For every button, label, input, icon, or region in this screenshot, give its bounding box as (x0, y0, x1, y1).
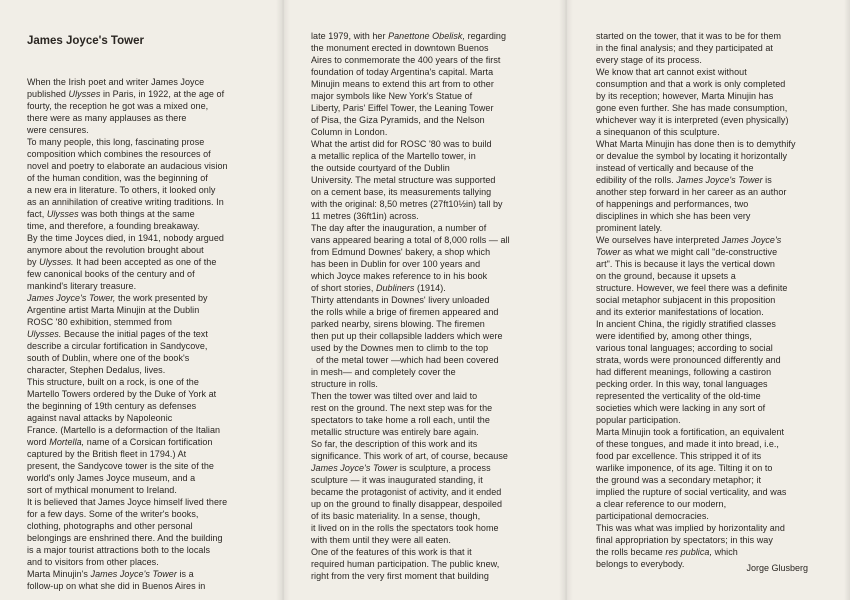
text-line: it lived on in the rolls the spectators took home (311, 523, 499, 533)
text-line: became the protagonist of activity, and it ended (311, 487, 502, 497)
text-line: France. (Martello is a deformaction of the Italian (27, 425, 221, 435)
italic-title: Ulysses. (39, 257, 74, 267)
text-line: Tower as what we might call "de-constructive (596, 247, 778, 257)
italic-title: res publica, (665, 547, 713, 557)
text-line: of the metal tower —which had been covered (316, 355, 499, 365)
text-line: In ancient China, the rigidly stratified classes (596, 319, 776, 329)
text-line: in the final analysis; and they participated at (596, 43, 773, 53)
text-line: describe a circular fortification in Sandycove, (27, 341, 208, 351)
text-line: Column in London. (311, 127, 388, 137)
text-line: captured by the British fleet in 1794.) At (27, 449, 187, 459)
text-line: started on the tower, that it was to be for them (596, 31, 781, 41)
italic-title: Ulysses (46, 209, 79, 219)
column-lines (596, 30, 850, 570)
text-line: edibility of the rolls. James Joyce's Tower is (596, 175, 772, 185)
text-line: pecking order. In this way, tonal languages (596, 379, 768, 389)
text-line: Then the tower was tilted over and laid to (311, 391, 478, 401)
text-line: which Joyce makes reference to in his book (311, 271, 488, 281)
text-line: right from the very first moment that building (311, 571, 489, 581)
text-column-2 (283, 0, 566, 600)
text-line: of the human condition, was the beginning of (27, 173, 208, 183)
italic-title: James Joyce's Tower (311, 463, 398, 473)
text-line: art". This is because it lays the vertical down (596, 259, 775, 269)
text-line: there were as many applauses as there (27, 113, 187, 123)
text-line: food par excellence. This stripped it of its (596, 451, 762, 461)
text-line: belongs to everybody. (596, 559, 685, 569)
text-line: rest on the ground. The next step was for the (311, 403, 493, 413)
text-line: By the time Joyces died, in 1941, nobody argued (27, 233, 224, 243)
text-line: Marta Minujin took a fortification, an equivalent (596, 427, 785, 437)
text-line: by Ulysses. It had been accepted as one of the (27, 257, 217, 267)
text-line: required human participation. The public knew, (311, 559, 500, 569)
text-line: warlike imponence, of its age. Tilting it on to (596, 463, 773, 473)
text-line: vans appeared bearing a total of 8,000 rolls — all (311, 235, 510, 245)
text-line: against naval attacks by Napoleonic (27, 413, 173, 423)
text-line: Aires to conmemorate the 400 years of the first (311, 55, 501, 65)
italic-title: James Joyce's Tower, (27, 293, 116, 303)
text-line: represented the verticality of the old-time (596, 391, 761, 401)
text-line: or devalue the symbol by locating it horizontally (596, 151, 788, 161)
text-line: societies which were lacking in any sort of (596, 403, 766, 413)
text-line: significance. This work of art, of course, because (311, 451, 508, 461)
text-line: word Mortella, name of a Corsican fortification (27, 437, 213, 447)
text-line: used by the Downes men to climb to the top (311, 343, 489, 353)
text-line: fact, Ulysses was both things at the same (27, 209, 195, 219)
text-line: of happenings and performances, two (596, 199, 749, 209)
text-line: clothing, photographs and other personal (27, 521, 193, 531)
column-lines (27, 76, 283, 592)
italic-title: Dubliners (375, 283, 415, 293)
text-line: participational democracies. (596, 511, 709, 521)
text-line: and to visitors from other places. (27, 557, 159, 567)
text-line: instead of vertically and because of the (596, 163, 754, 173)
text-line: parked nearby, sirens blowing. The firemen (311, 319, 485, 329)
text-line: has been in Dublin for over 100 years and (311, 259, 481, 269)
text-line: on a cement base, its measurements tallying (311, 187, 492, 197)
text-line: foundation of today Argentina's capital. Marta (311, 67, 494, 77)
text-line: We know that art cannot exist without (596, 67, 747, 77)
text-line: What Marta Minujin has done then is to demythify (596, 139, 796, 149)
text-line: with them until they were all eaten. (311, 535, 451, 545)
text-line: a new era in literature. To others, it looked only (27, 185, 216, 195)
text-line: gone even further. She has made consumption, (596, 103, 788, 113)
text-line: few canonical books of the century and of (27, 269, 195, 279)
text-line: social metaphor subjacent in this proposition (596, 295, 776, 305)
text-line: then put up their collapsible ladders which were (311, 331, 503, 341)
italic-title: Ulysses (68, 89, 101, 99)
text-line: Thirty attendants in Downes' livery unloaded (311, 295, 490, 305)
text-line: To many people, this long, fascinating prose (27, 137, 205, 147)
text-line: novel and poetry to elaborate an audacious vision (27, 161, 228, 171)
text-line: Martello Towers ordered by the Duke of York at (27, 389, 217, 399)
text-line: as an annihilation of creative writing traditions. In (27, 197, 224, 207)
text-line: various tonal languages; according to social (596, 343, 773, 353)
text-line: One of the features of this work is that it (311, 547, 472, 557)
text-line: a metallic replica of the Martello tower, in (311, 151, 476, 161)
text-line: for a few days. Some of the writer's books, (27, 509, 199, 519)
text-line: Argentine artist Marta Minujin at the Dublin (27, 305, 200, 315)
text-line: the outside courtyard of the Dublin (311, 163, 450, 173)
text-line: sculpture — it was inaugurated standing, it (311, 475, 483, 485)
italic-title: Panettone Obelisk, (388, 31, 466, 41)
text-line: the rolls became res publica, which (596, 547, 738, 557)
text-line: We ourselves have interpreted James Joyce's (596, 235, 782, 245)
text-line: character, Stephen Dedalus, lives. (27, 365, 166, 375)
column-lines (311, 30, 566, 582)
text-line: Marta Minujin's James Joyce's Tower is a (27, 569, 194, 579)
text-line: a sinequanon of this sculpture. (596, 127, 720, 137)
text-line: popular participation. (596, 415, 681, 425)
italic-title: Ulysses. (27, 329, 62, 339)
text-line: prominent lately. (596, 223, 663, 233)
text-line: structure in rolls. (311, 379, 378, 389)
italic-title: Tower (596, 247, 621, 257)
text-line: The day after the inauguration, a number of (311, 223, 487, 233)
text-line: ROSC '80 exhibition, stemmed from (27, 317, 172, 327)
text-line: anymore about the revolution brought about (27, 245, 204, 255)
text-line: So far, the description of this work and its (311, 439, 478, 449)
text-line: Liberty, Paris' Eiffel Tower, the Leaning Tower (311, 103, 494, 113)
text-column-3 (566, 0, 850, 600)
italic-title: James Joyce's Tower (676, 175, 763, 185)
text-line: structure. However, we feel there was a definite (596, 283, 788, 293)
text-line: late 1979, with her Panettone Obelisk, regarding (311, 31, 507, 41)
text-line: metallic structure was entirely bare again. (311, 427, 479, 437)
text-line: by its reception; however, Marta Minujin has (596, 91, 774, 101)
text-line: of Pisa, the Giza Pyramids, and the Nelson (311, 115, 485, 125)
text-line: every stage of its process. (596, 55, 702, 65)
text-line: fourty, the reception he got was a mixed one, (27, 101, 209, 111)
text-line: What the artist did for ROSC '80 was to build (311, 139, 492, 149)
text-line: were censures. (27, 125, 89, 135)
text-line: belongings are enshrined there. And the building (27, 533, 223, 543)
text-line: sort of mythical monument to Ireland. (27, 485, 177, 495)
text-line: disciplines in which she has been very (596, 211, 751, 221)
text-column-1 (0, 0, 283, 600)
text-line: 11 metres (36ft1in) across. (311, 211, 419, 221)
text-line: University. The metal structure was supported (311, 175, 496, 185)
text-line: world's only James Joyce museum, and a (27, 473, 196, 483)
text-line: James Joyce's Tower is sculpture, a process (311, 463, 491, 473)
text-line: the ground was a secondary metaphor; it (596, 475, 762, 485)
text-line: present, the Sandycove tower is the site of the (27, 461, 214, 471)
text-line: and its exterior manifestations of location. (596, 307, 764, 317)
text-line: the beginning of 19th century as defenses (27, 401, 197, 411)
text-line: had different meanings, following a castiron (596, 367, 772, 377)
italic-title: James Joyce's (721, 235, 782, 245)
text-line: composition which combines the resources of (27, 149, 211, 159)
text-line: were identified by, among other things, (596, 331, 752, 341)
text-line: consumption and that a work is only completed (596, 79, 786, 89)
text-line: final appropriation by spectators; in this way (596, 535, 773, 545)
text-line: with the original: 8,50 metres (27ft10½in) tall by (311, 199, 503, 209)
text-line: of its basic materiality. In a sense, though, (311, 511, 481, 521)
article-title: James Joyce's Tower (27, 35, 144, 47)
text-line: spectators to take home a roll each, until the (311, 415, 490, 425)
text-line: strata, words were pronounced differently and (596, 355, 781, 365)
text-line: Minujin means to extend this art from to other (311, 79, 494, 89)
text-line: of short stories, Dubliners (1914). (311, 283, 446, 293)
author-signature: Jorge Glusberg (746, 563, 808, 573)
text-line: major symbols like New York's Statue of (311, 91, 473, 101)
text-line: on the ground, because it upsets a (596, 271, 736, 281)
text-line: When the Irish poet and writer James Joyce (27, 77, 205, 87)
text-line: is a major tourist attractions both to the locals (27, 545, 211, 555)
italic-title: James Joyce's Tower (90, 569, 177, 579)
text-line: implied the rupture of social verticality, and was (596, 487, 787, 497)
text-line: a clear reference to our modern, (596, 499, 727, 509)
text-line: Ulysses. Because the initial pages of the text (27, 329, 208, 339)
text-line: the rolls while a brige of firemen appeared and (311, 307, 499, 317)
text-line: in mesh— and completely cover the (311, 367, 456, 377)
text-line: from Edmund Downes' bakery, a shop which (311, 247, 491, 257)
text-line: This was what was implied by horizontality and (596, 523, 785, 533)
text-line: James Joyce's Tower, the work presented by (27, 293, 208, 303)
text-line: whichever way it is interpreted (even physically) (596, 115, 789, 125)
text-line: It is believed that James Joyce himself lived there (27, 497, 228, 507)
text-line: follow-up on what she did in Buenos Aires in (27, 581, 206, 591)
text-line: mankind's literary treasure. (27, 281, 137, 291)
text-line: This structure, built on a rock, is one of the (27, 377, 199, 387)
text-line: another step forward in her career as an author (596, 187, 787, 197)
text-line: up on the ground to finally disappear, despoiled (311, 499, 503, 509)
text-line: time, and therefore, a founding breakaway. (27, 221, 200, 231)
text-line: the monument erected in downtown Buenos (311, 43, 489, 53)
italic-title: Mortella, (49, 437, 85, 447)
text-line: published Ulysses in Paris, in 1922, at the age of (27, 89, 225, 99)
text-line: of these tongues, and made it into bread, i.e., (596, 439, 779, 449)
text-line: south of Dublin, where one of the book's (27, 353, 190, 363)
